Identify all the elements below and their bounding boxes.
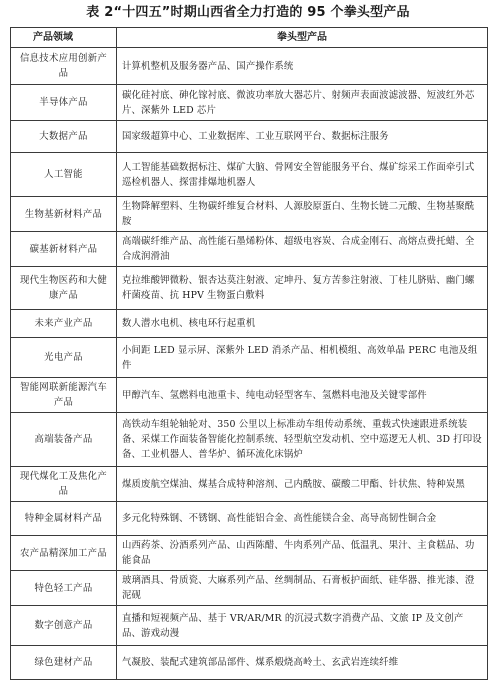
header-category: 产品领域 (11, 28, 117, 48)
row-products: 高铁动车组轮轴轮对、350 公里以上标准动车组传动系统、重载式快速跟进系统装备、采煤工作面装备智能化控制系统、轻型航空发动机、空中巡逻无人机、3D 打印设备、工业机器人、普华炉、循环流化床锅炉 (117, 413, 488, 467)
row-category: 生物基新材料产品 (11, 197, 117, 232)
table-row (11, 413, 488, 467)
table-row (11, 338, 488, 378)
table-row (11, 502, 488, 536)
row-products: 碳化硅衬底、砷化镓衬底、微波功率放大器芯片、射频声表面波滤波器、短波红外芯片、深紫外 LED 芯片 (117, 85, 488, 121)
row-category: 碳基新材料产品 (11, 232, 117, 267)
row-category: 高端装备产品 (11, 413, 117, 467)
table-row (11, 85, 488, 121)
table-row (11, 310, 488, 338)
row-products: 国家级超算中心、工业数据库、工业互联网平台、数据标注服务 (117, 121, 488, 153)
table-row (11, 267, 488, 310)
table-row (11, 153, 488, 197)
row-products: 多元化特殊钢、不锈钢、高性能铝合金、高性能镁合金、高导高韧性铜合金 (117, 502, 488, 536)
row-products: 直播和短视频产品、基于 VR/AR/MR 的沉浸式数字消费产品、文旅 IP 及文创产品、游戏动漫 (117, 606, 488, 646)
row-products: 玻璃酒具、骨质瓷、大麻系列产品、丝绸制品、石膏板护面纸、硅华器、推光漆、澄泥砚 (117, 571, 488, 606)
row-category: 农产品精深加工产品 (11, 536, 117, 571)
row-products: 克拉维酸钾微粉、银杏达莫注射液、定坤丹、复方苦参注射液、丁桂儿脐贴、幽门螺杆菌疫苗、抗 HPV 生物蛋白敷料 (117, 267, 488, 310)
row-products: 数人潜水电机、核电环行起重机 (117, 310, 488, 338)
header-products: 拳头型产品 (117, 28, 488, 48)
table-row (11, 232, 488, 267)
table-row (11, 467, 488, 502)
row-products: 人工智能基础数据标注、煤矿大脑、骨网安全智能服务平台、煤矿综采工作面牵引式巡检机器人、探雷排爆地机器人 (117, 153, 488, 197)
table-row (11, 571, 488, 606)
table-row (11, 378, 488, 413)
table-row (11, 646, 488, 680)
product-table (10, 27, 488, 680)
row-products: 煤质废航空煤油、煤基合成特种溶剂、己内酰胺、碳酸二甲酯、针状焦、特种炭黑 (117, 467, 488, 502)
row-category: 人工智能 (11, 153, 117, 197)
row-category: 数字创意产品 (11, 606, 117, 646)
row-category: 特种金属材料产品 (11, 502, 117, 536)
table-caption: 表 2“十四五”时期山西省全力打造的 95 个拳头型产品 (86, 5, 410, 20)
row-category: 特色轻工产品 (11, 571, 117, 606)
row-category: 信息技术应用创新产品 (11, 48, 117, 85)
table-row (11, 121, 488, 153)
row-category: 大数据产品 (11, 121, 117, 153)
table-header-row (11, 28, 488, 48)
row-products: 高端碳纤维产品、高性能石墨烯粉体、超级电容炭、合成金刚石、高熔点费托蜡、全合成润滑油 (117, 232, 488, 267)
row-products: 气凝胶、装配式建筑部品部件、煤系煅烧高岭土、玄武岩连续纤维 (117, 646, 488, 680)
row-category: 现代生物医药和大健康产品 (11, 267, 117, 310)
row-category: 未来产业产品 (11, 310, 117, 338)
table-row (11, 48, 488, 85)
table-row (11, 197, 488, 232)
row-category: 绿色建材产品 (11, 646, 117, 680)
row-products: 生物降解塑料、生物碳纤维复合材料、人源胶原蛋白、生物长链二元酸、生物基聚酰胺 (117, 197, 488, 232)
row-category: 光电产品 (11, 338, 117, 378)
row-products: 小间距 LED 显示屏、深紫外 LED 消杀产品、相机模组、高效单晶 PERC 电池及组件 (117, 338, 488, 378)
row-products: 甲醇汽车、氢燃料电池重卡、纯电动轻型客车、氢燃料电池及关键零部件 (117, 378, 488, 413)
row-category: 半导体产品 (11, 85, 117, 121)
row-products: 计算机整机及服务器产品、国产操作系统 (117, 48, 488, 85)
row-category: 现代煤化工及焦化产品 (11, 467, 117, 502)
table-row (11, 606, 488, 646)
row-category: 智能网联新能源汽车产品 (11, 378, 117, 413)
table-row (11, 536, 488, 571)
row-products: 山西药茶、汾酒系列产品、山西陈醋、牛肉系列产品、低温乳、果汁、主食糕品、功能食品 (117, 536, 488, 571)
